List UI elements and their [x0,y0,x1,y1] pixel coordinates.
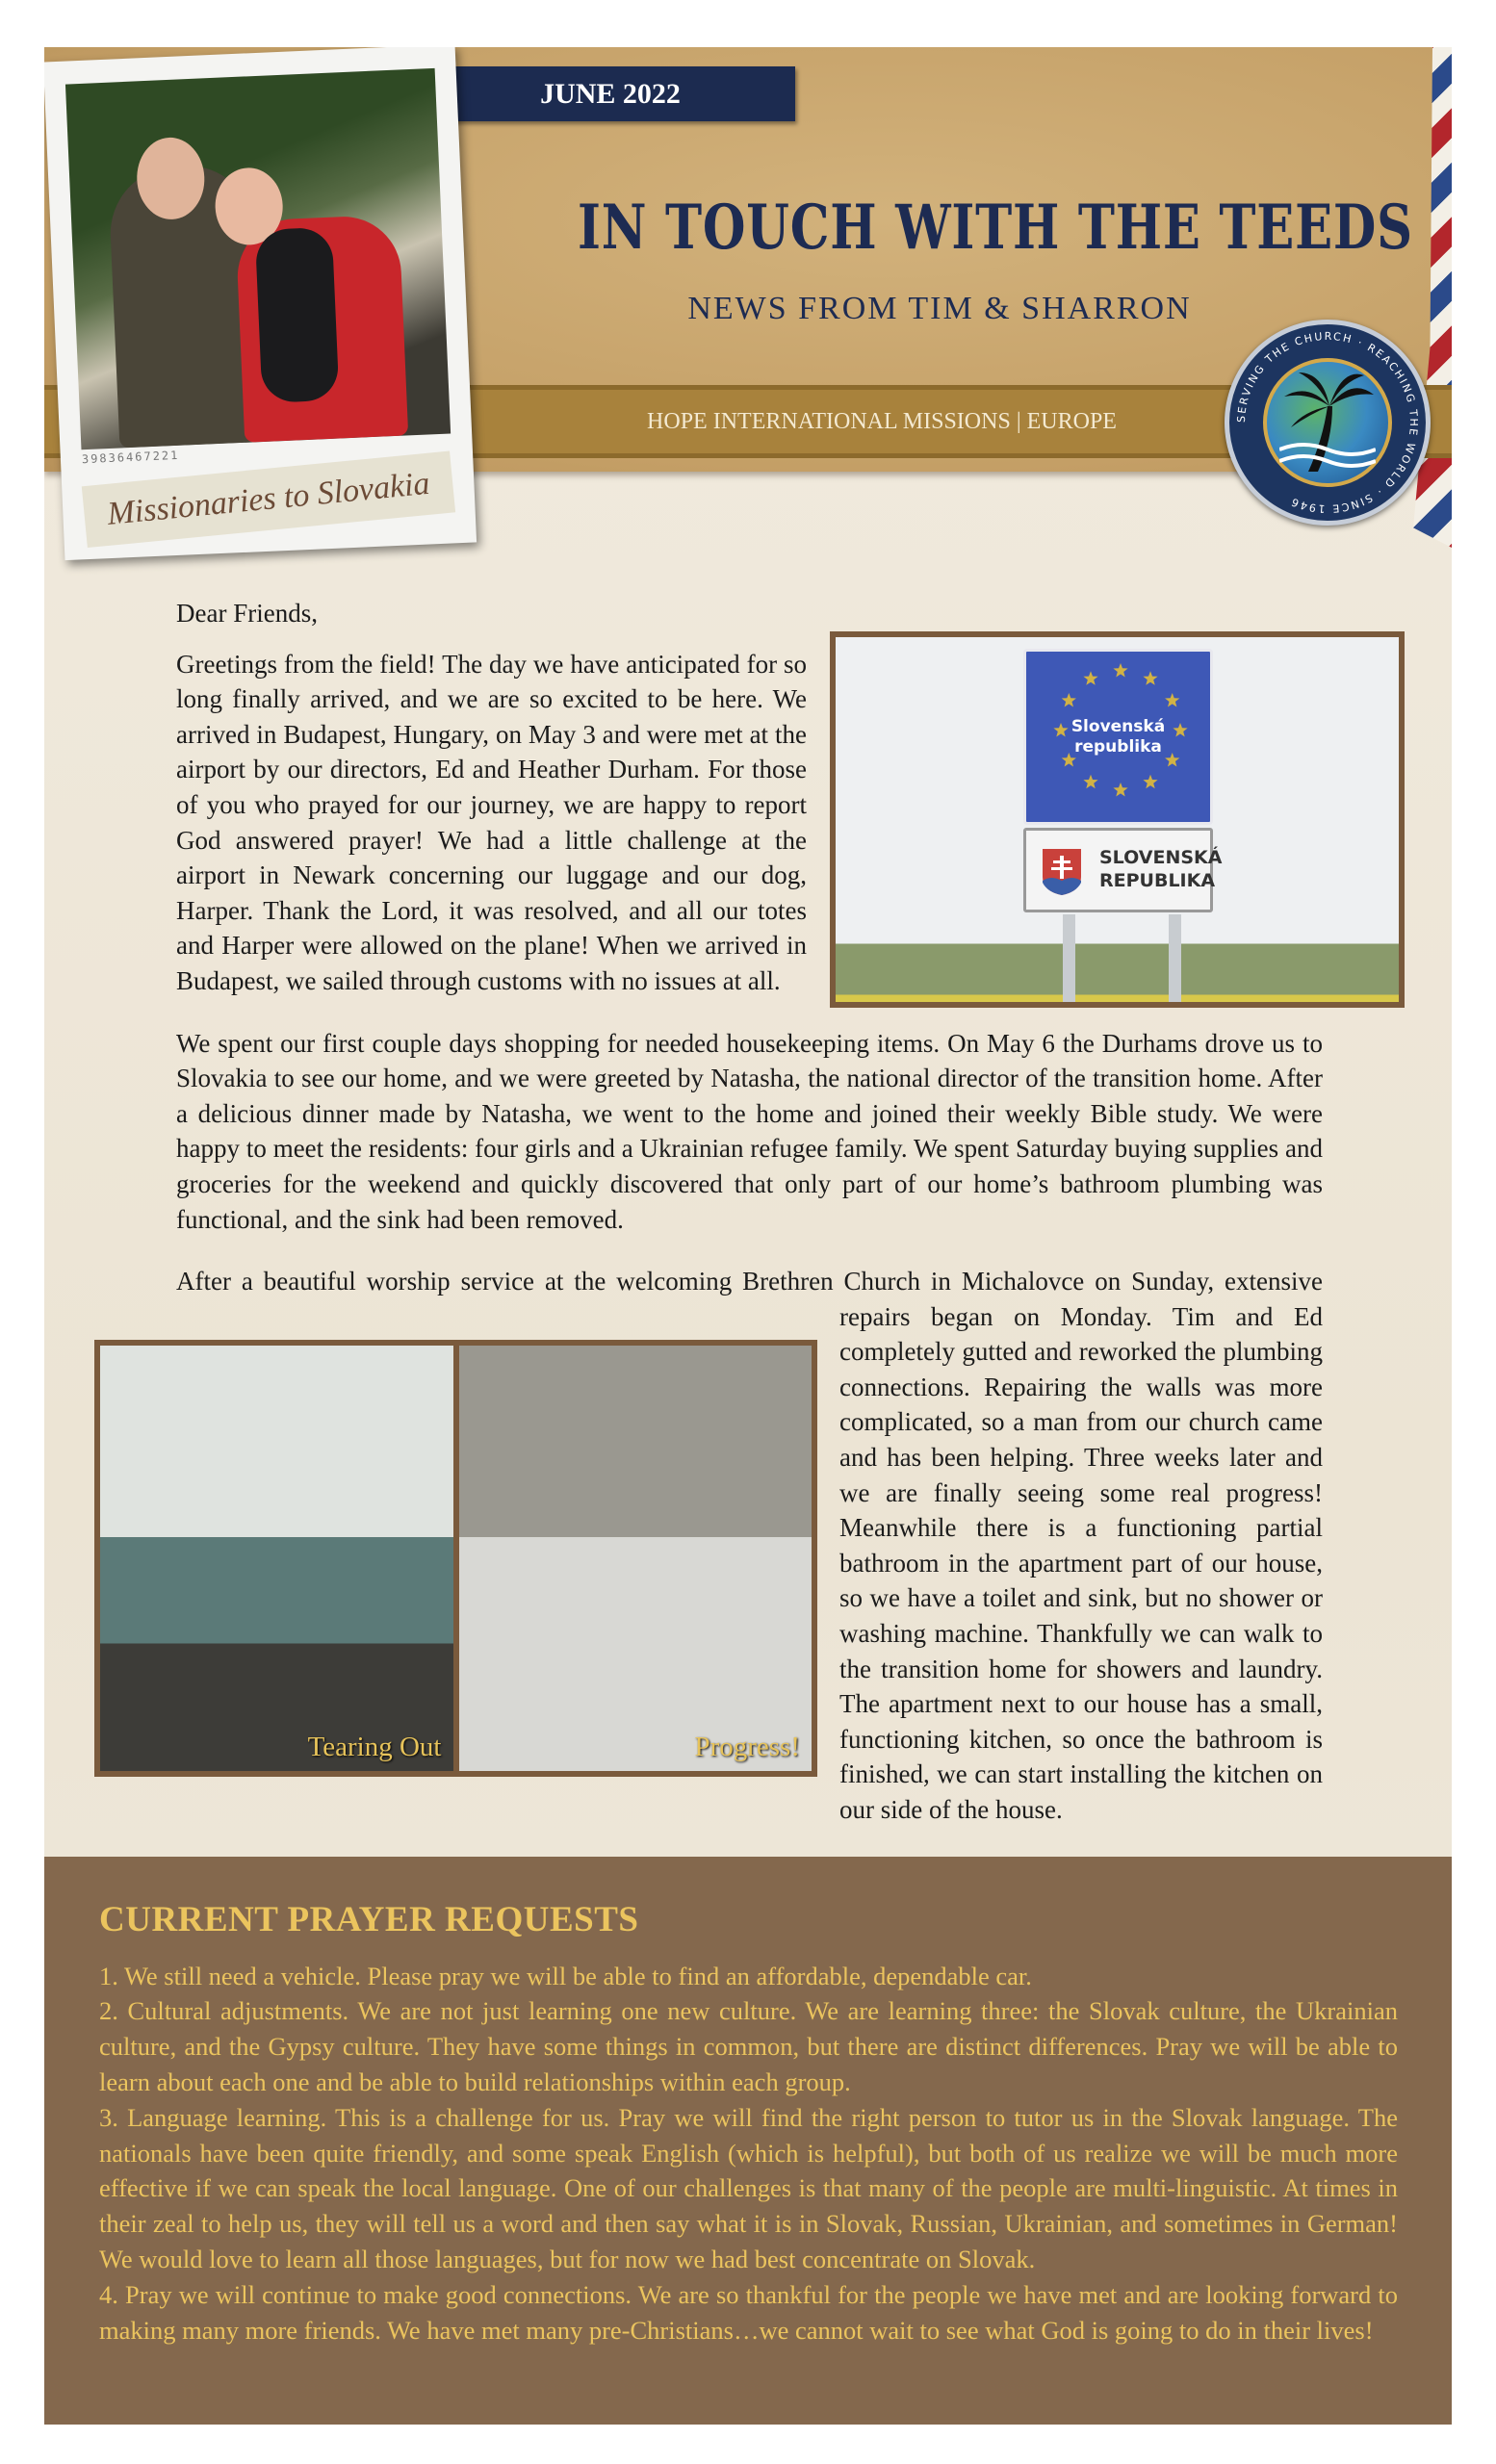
prayer-request-item: 3. Language learning. This is a challenge for us. Pray we will find the right person to tutor us in the Slovak language. The nationals have been quite friendly, and some speak English (which is helpful), but both of us realize we will be much more effective if we can speak the local language. One of our challenges is that many of the people are multi-linguistic. At times in their zeal to help us, they will tell us a word and then say what it is in Slovak, Russian, Ukrainian, and sometimes in German! We would love to learn all those languages, but for now we had best concentrate on Slovak. [99,2102,1398,2273]
letter-paragraph-3-text: After a beautiful worship service at the welcoming Brethren Church in Michalovce on Sunday, extensive repairs began on Monday. Tim and Ed completely gutted and reworked the plumbing connections. Repairing the walls was more complicated, so a man from our church came and has been helping. Three weeks later and we are finally seeing some real progress! Meanwhile there is a functioning partial bathroom in the apartment part of our house, so we have a toilet and sink, but no shower or washing machine. Thankfully we can walk to the transition home for showers and laundry. The apartment next to our house has a small, functioning kitchen, so once the bathroom is finished, we can start installing the kitchen on our side of the house. [176,1267,1323,1824]
mission-logo [1225,320,1431,526]
issue-date-banner: JUNE 2022 [426,66,795,121]
photo-caption: Tearing Out [307,1732,442,1763]
country-sign-line-2: REPUBLIKA [1099,870,1216,891]
prayer-request-item: 2. Cultural adjustments. We are not just learning one new culture. We are learning three: the Slovak culture, the Ukrainian culture, and the Gypsy culture. They have some things in common, but there are distinct differences. Pray we will be able to learn about each one and be able to build relationships within each group. [99,1996,1398,2096]
eu-sign-line-2: republika [1074,737,1162,757]
newsletter-page [44,47,1452,2425]
letter-paragraph-1: Greetings from the field! The day we have anticipated for so long finally arrived, and we are so excited to be here. We arrived in Budapest, Hungary, on May 3 and were met at the airport by our directors, Ed and Heather Durham. For those of you who prayed for our journey, we are happy to report God answered prayer! We had a little challenge at the airport in Newark concerning our luggage and our dog, Harper. Thank the Lord, it was resolved, and all our totes and Harper were allowed on the plane! When we arrived in Budapest, we sailed through customs with no issues at all. [176,649,807,995]
region-name: EUROPE [1026,409,1117,434]
organization-name: HOPE INTERNATIONAL MISSIONS [647,409,1011,434]
separator: | [1016,409,1021,434]
prayer-request-item: 4. Pray we will continue to make good connections. We are so thankful for the people we have met and are looking forward to making many more friends. We have met many pre-Christians…we cannot wait to see what God is going to do in their lives! [99,2279,1398,2345]
country-sign-line-1: SLOVENSKÁ [1099,847,1223,868]
couple-photo [65,68,451,449]
newsletter-subtitle: NEWS FROM TIM & SHARRON [687,291,1192,326]
bathroom-photos [94,1340,817,1777]
letter-paragraph-2: We spent our first couple days shopping for needed housekeeping items. On May 6 the Durhams drove us to Slovakia to see our home, and we were greeted by Natasha, the national director of the transition home. After a delicious dinner made by Natasha, we went to the home and joined their weekly Bible study. We were happy to meet the residents: four girls and a Ukrainian refugee family. We spent Saturday buying supplies and groceries for the weekend and quickly discovered that only part of our home’s bathroom plumbing was functional, and the sink had been removed. [176,1028,1323,1234]
prayer-requests-title: CURRENT PRAYER REQUESTS [99,1899,639,1939]
photo-caption: Progress! [694,1732,800,1763]
prayer-requests-section [44,1857,1452,2425]
svg-text:SERVING THE CHURCH · REACHING: SERVING THE CHURCH · REACHING THE WORLD · SINCE 1946 [1234,329,1421,516]
header [44,47,1452,532]
newsletter-title: IN TOUCH WITH THE TEEDS [578,192,1413,264]
tearing-out-photo [100,1346,453,1771]
eu-sign-line-1: Slovenská [1070,717,1166,736]
polaroid-photo [44,47,477,560]
palm-tree-icon [1279,368,1376,474]
polaroid-serial: 39836467221 [81,448,180,467]
letter-body [99,596,1398,2425]
letter-paragraph-3 [176,1264,1323,1828]
letter-greeting: Dear Friends, [176,599,318,628]
prayer-request-item: 1. We still need a vehicle. Please pray we will be able to find an affordable, dependable car. [99,1961,1032,1990]
organization-text [583,390,1180,453]
polaroid-caption: Missionaries to Slovakia [82,451,455,549]
progress-photo [459,1346,812,1771]
